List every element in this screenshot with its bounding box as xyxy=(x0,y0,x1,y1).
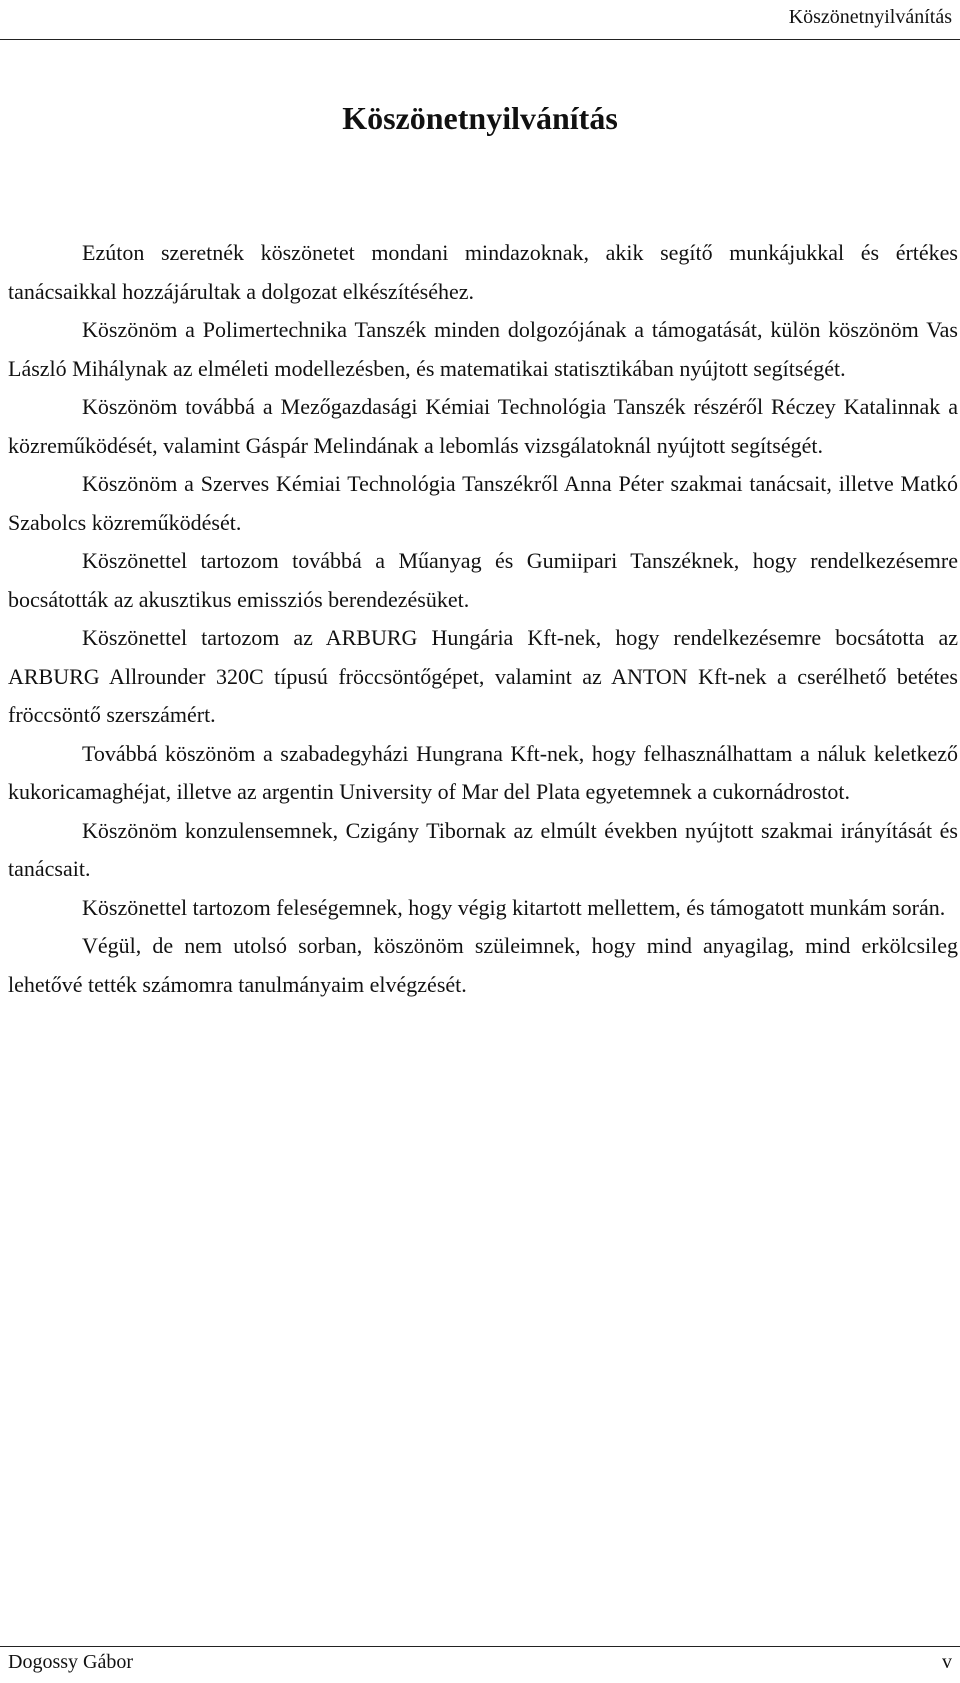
paragraph: Ezúton szeretnék köszönetet mondani mindazoknak, akik segítő munkájukkal és értékes tanácsaikkal hozzájárultak a dolgozat elkészítéséhez. xyxy=(8,240,958,304)
paragraph: Köszönettel tartozom az ARBURG Hungária Kft-nek, hogy rendelkezésemre bocsátotta az ARBURG Allrounder 320C típusú fröccsöntőgépet, valamint az ANTON Kft-nek a cserélhető betétes fröccsöntő szerszámért. xyxy=(8,625,958,727)
paragraph: Továbbá köszönöm a szabadegyházi Hungrana Kft-nek, hogy felhasználhattam a náluk keletkező kukoricamaghéjat, illetve az argentin University of Mar del Plata egyetemnek a cukornádrostot. xyxy=(8,740,958,804)
paragraph: Köszönöm a Szerves Kémiai Technológia Tanszékről Anna Péter szakmai tanácsait, illetve Matkó Szabolcs közreműködését. xyxy=(8,471,958,535)
page-number: v xyxy=(942,1651,952,1673)
page-title: Köszönetnyilvánítás xyxy=(342,100,618,136)
paragraph: Köszönettel tartozom feleségemnek, hogy végig kitartott mellettem, és támogatott munkám során. xyxy=(82,894,946,920)
paragraph: Köszönöm konzulensemnek, Czigány Tibornak az elmúlt években nyújtott szakmai irányítását és tanácsait. xyxy=(8,817,958,881)
footer-author: Dogossy Gábor xyxy=(8,1651,133,1673)
footer-rule xyxy=(0,1646,960,1647)
paragraph: Végül, de nem utolsó sorban, köszönöm szüleimnek, hogy mind anyagilag, mind erkölcsileg lehetővé tették számomra tanulmányaim elvégzését. xyxy=(8,933,958,997)
paragraph: Köszönöm a Polimertechnika Tanszék minden dolgozójának a támogatását, külön köszönöm Vas László Mihálynak az elméleti modellezésben, és matematikai statisztikában nyújtott segítségét. xyxy=(8,317,958,381)
acknowledgement-body xyxy=(8,234,958,1004)
paragraph: Köszönettel tartozom továbbá a Műanyag és Gumiipari Tanszéknek, hogy rendelkezésemre bocsátották az akusztikus emissziós berendezésüket. xyxy=(8,548,958,612)
paragraph: Köszönöm továbbá a Mezőgazdasági Kémiai Technológia Tanszék részéről Réczey Katalinnak a közreműködését, valamint Gáspár Melindának a lebomlás vizsgálatoknál nyújtott segítségét. xyxy=(8,394,958,458)
running-header-title: Köszönetnyilvánítás xyxy=(788,6,952,28)
